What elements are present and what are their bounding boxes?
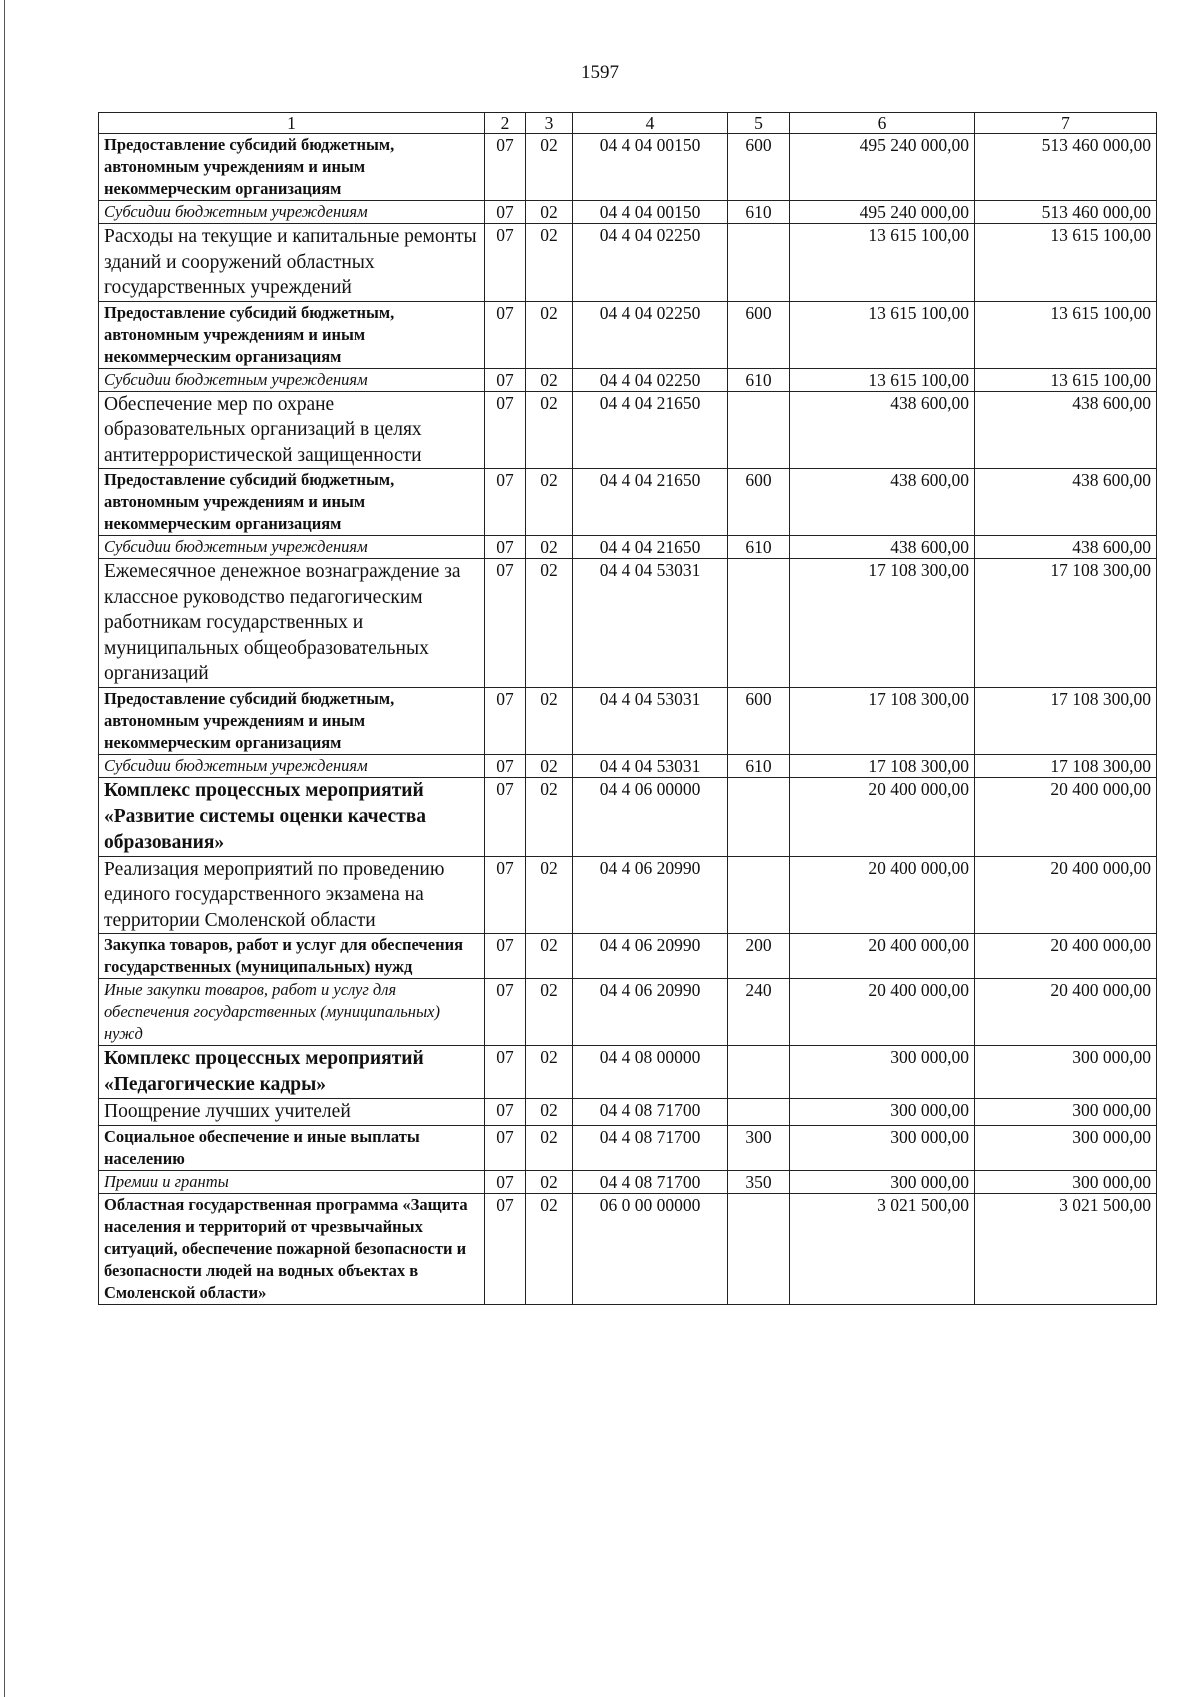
expense-item-name: Субсидии бюджетным учреждениям	[99, 201, 485, 224]
expense-item-name: Ежемесячное денежное вознаграждение за классное руководство педагогическим работникам государственных и муниципальных общеобразовательных организаций	[99, 559, 485, 688]
target-article-code: 04 4 04 00150	[573, 201, 728, 224]
section-code: 07	[485, 224, 526, 302]
expense-type-code: 610	[728, 201, 790, 224]
amount-year-1: 438 600,00	[790, 391, 975, 469]
amount-year-1: 20 400 000,00	[790, 856, 975, 934]
table-row	[99, 754, 1157, 777]
section-code: 07	[485, 134, 526, 201]
amount-year-1: 300 000,00	[790, 1046, 975, 1099]
subsection-code: 02	[526, 1046, 573, 1099]
amount-year-2: 300 000,00	[975, 1099, 1157, 1126]
subsection-code: 02	[526, 134, 573, 201]
amount-year-2: 513 460 000,00	[975, 134, 1157, 201]
section-code: 07	[485, 1170, 526, 1193]
table-row	[99, 856, 1157, 934]
section-code: 07	[485, 856, 526, 934]
page-number: 1597	[581, 62, 619, 83]
amount-year-1: 13 615 100,00	[790, 368, 975, 391]
expense-item-name: Иные закупки товаров, работ и услуг для обеспечения государственных (муниципальных) нужд	[99, 979, 485, 1046]
table-row	[99, 1099, 1157, 1126]
table-row	[99, 777, 1157, 856]
table-row	[99, 979, 1157, 1046]
amount-year-1: 17 108 300,00	[790, 754, 975, 777]
subsection-code: 02	[526, 201, 573, 224]
expense-type-code: 600	[728, 134, 790, 201]
amount-year-1: 495 240 000,00	[790, 134, 975, 201]
scan-margin-line	[4, 0, 5, 1697]
section-code: 07	[485, 1046, 526, 1099]
amount-year-1: 17 108 300,00	[790, 559, 975, 688]
expense-item-name: Реализация мероприятий по проведению единого государственного экзамена на территории Смоленской области	[99, 856, 485, 934]
subsection-code: 02	[526, 368, 573, 391]
amount-year-2: 438 600,00	[975, 469, 1157, 536]
amount-year-2: 438 600,00	[975, 391, 1157, 469]
target-article-code: 06 0 00 00000	[573, 1193, 728, 1304]
expense-item-name: Обеспечение мер по охране образовательных организаций в целях антитеррористической защищенности	[99, 391, 485, 469]
expense-item-name: Поощрение лучших учителей	[99, 1099, 485, 1126]
subsection-code: 02	[526, 1125, 573, 1170]
table-row	[99, 1193, 1157, 1304]
target-article-code: 04 4 08 71700	[573, 1170, 728, 1193]
expense-item-name: Субсидии бюджетным учреждениям	[99, 536, 485, 559]
subsection-code: 02	[526, 1170, 573, 1193]
expense-type-code: 240	[728, 979, 790, 1046]
table-row	[99, 301, 1157, 368]
target-article-code: 04 4 04 21650	[573, 469, 728, 536]
target-article-code: 04 4 04 00150	[573, 134, 728, 201]
section-code: 07	[485, 934, 526, 979]
expense-type-code	[728, 856, 790, 934]
expense-item-name: Предоставление субсидий бюджетным, автономным учреждениям и иным некоммерческим организациям	[99, 301, 485, 368]
table-row	[99, 1125, 1157, 1170]
amount-year-2: 3 021 500,00	[975, 1193, 1157, 1304]
expense-item-name: Субсидии бюджетным учреждениям	[99, 368, 485, 391]
amount-year-2: 13 615 100,00	[975, 224, 1157, 302]
table-row	[99, 1170, 1157, 1193]
amount-year-2: 13 615 100,00	[975, 368, 1157, 391]
subsection-code: 02	[526, 559, 573, 688]
expense-type-code: 200	[728, 934, 790, 979]
expense-type-code: 600	[728, 469, 790, 536]
expense-type-code: 600	[728, 301, 790, 368]
section-code: 07	[485, 469, 526, 536]
table-row	[99, 536, 1157, 559]
expense-type-code	[728, 391, 790, 469]
expense-item-name: Комплекс процессных мероприятий «Развитие системы оценки качества образования»	[99, 777, 485, 856]
target-article-code: 04 4 06 20990	[573, 934, 728, 979]
amount-year-1: 300 000,00	[790, 1099, 975, 1126]
expense-type-code	[728, 559, 790, 688]
section-code: 07	[485, 1193, 526, 1304]
expense-type-code: 610	[728, 536, 790, 559]
expense-type-code: 610	[728, 754, 790, 777]
expense-item-name: Областная государственная программа «Защита населения и территорий от чрезвычайных ситуаций, обеспечение пожарной безопасности и безопасности людей на водных объектах в Смоленской области»	[99, 1193, 485, 1304]
table-row	[99, 201, 1157, 224]
subsection-code: 02	[526, 687, 573, 754]
target-article-code: 04 4 04 02250	[573, 301, 728, 368]
amount-year-1: 438 600,00	[790, 536, 975, 559]
column-number: 2	[485, 113, 526, 134]
amount-year-2: 17 108 300,00	[975, 559, 1157, 688]
column-number-row	[99, 113, 1157, 134]
table-row	[99, 134, 1157, 201]
subsection-code: 02	[526, 536, 573, 559]
amount-year-2: 13 615 100,00	[975, 301, 1157, 368]
target-article-code: 04 4 04 02250	[573, 368, 728, 391]
expense-item-name: Расходы на текущие и капитальные ремонты зданий и сооружений областных государственных учреждений	[99, 224, 485, 302]
table-row	[99, 559, 1157, 688]
expense-type-code	[728, 1046, 790, 1099]
table-row	[99, 391, 1157, 469]
section-code: 07	[485, 201, 526, 224]
target-article-code: 04 4 06 00000	[573, 777, 728, 856]
expense-item-name: Предоставление субсидий бюджетным, автономным учреждениям и иным некоммерческим организациям	[99, 687, 485, 754]
amount-year-1: 300 000,00	[790, 1170, 975, 1193]
subsection-code: 02	[526, 224, 573, 302]
amount-year-1: 20 400 000,00	[790, 979, 975, 1046]
amount-year-1: 300 000,00	[790, 1125, 975, 1170]
amount-year-1: 3 021 500,00	[790, 1193, 975, 1304]
section-code: 07	[485, 777, 526, 856]
budget-table	[98, 112, 1157, 1305]
expense-type-code	[728, 777, 790, 856]
section-code: 07	[485, 754, 526, 777]
amount-year-1: 13 615 100,00	[790, 224, 975, 302]
target-article-code: 04 4 04 02250	[573, 224, 728, 302]
subsection-code: 02	[526, 934, 573, 979]
column-number: 5	[728, 113, 790, 134]
subsection-code: 02	[526, 754, 573, 777]
expense-item-name: Предоставление субсидий бюджетным, автономным учреждениям и иным некоммерческим организациям	[99, 469, 485, 536]
section-code: 07	[485, 687, 526, 754]
target-article-code: 04 4 04 53031	[573, 687, 728, 754]
subsection-code: 02	[526, 979, 573, 1046]
section-code: 07	[485, 559, 526, 688]
expense-item-name: Комплекс процессных мероприятий «Педагогические кадры»	[99, 1046, 485, 1099]
subsection-code: 02	[526, 301, 573, 368]
expense-type-code: 610	[728, 368, 790, 391]
expense-item-name: Закупка товаров, работ и услуг для обеспечения государственных (муниципальных) нужд	[99, 934, 485, 979]
section-code: 07	[485, 1125, 526, 1170]
amount-year-1: 17 108 300,00	[790, 687, 975, 754]
target-article-code: 04 4 08 71700	[573, 1099, 728, 1126]
table-row	[99, 1046, 1157, 1099]
target-article-code: 04 4 06 20990	[573, 856, 728, 934]
amount-year-2: 513 460 000,00	[975, 201, 1157, 224]
amount-year-2: 20 400 000,00	[975, 856, 1157, 934]
subsection-code: 02	[526, 856, 573, 934]
target-article-code: 04 4 04 21650	[573, 391, 728, 469]
amount-year-1: 438 600,00	[790, 469, 975, 536]
section-code: 07	[485, 391, 526, 469]
expense-type-code	[728, 1193, 790, 1304]
amount-year-2: 438 600,00	[975, 536, 1157, 559]
table-row	[99, 469, 1157, 536]
expense-item-name: Предоставление субсидий бюджетным, автономным учреждениям и иным некоммерческим организациям	[99, 134, 485, 201]
amount-year-2: 300 000,00	[975, 1046, 1157, 1099]
amount-year-1: 13 615 100,00	[790, 301, 975, 368]
amount-year-2: 17 108 300,00	[975, 754, 1157, 777]
amount-year-2: 300 000,00	[975, 1125, 1157, 1170]
subsection-code: 02	[526, 1099, 573, 1126]
section-code: 07	[485, 368, 526, 391]
expense-type-code: 600	[728, 687, 790, 754]
amount-year-1: 20 400 000,00	[790, 934, 975, 979]
amount-year-1: 20 400 000,00	[790, 777, 975, 856]
column-number: 6	[790, 113, 975, 134]
table-row	[99, 687, 1157, 754]
target-article-code: 04 4 08 71700	[573, 1125, 728, 1170]
section-code: 07	[485, 1099, 526, 1126]
subsection-code: 02	[526, 469, 573, 536]
subsection-code: 02	[526, 391, 573, 469]
table-row	[99, 224, 1157, 302]
target-article-code: 04 4 06 20990	[573, 979, 728, 1046]
target-article-code: 04 4 04 53031	[573, 559, 728, 688]
section-code: 07	[485, 301, 526, 368]
subsection-code: 02	[526, 777, 573, 856]
section-code: 07	[485, 536, 526, 559]
expense-type-code	[728, 1099, 790, 1126]
subsection-code: 02	[526, 1193, 573, 1304]
amount-year-2: 20 400 000,00	[975, 979, 1157, 1046]
column-number: 1	[99, 113, 485, 134]
amount-year-2: 20 400 000,00	[975, 934, 1157, 979]
column-number: 4	[573, 113, 728, 134]
table-row	[99, 368, 1157, 391]
amount-year-2: 300 000,00	[975, 1170, 1157, 1193]
expense-type-code	[728, 224, 790, 302]
column-number: 7	[975, 113, 1157, 134]
target-article-code: 04 4 04 53031	[573, 754, 728, 777]
expense-item-name: Премии и гранты	[99, 1170, 485, 1193]
target-article-code: 04 4 08 00000	[573, 1046, 728, 1099]
amount-year-2: 20 400 000,00	[975, 777, 1157, 856]
expense-item-name: Социальное обеспечение и иные выплаты населению	[99, 1125, 485, 1170]
column-number: 3	[526, 113, 573, 134]
section-code: 07	[485, 979, 526, 1046]
amount-year-1: 495 240 000,00	[790, 201, 975, 224]
amount-year-2: 17 108 300,00	[975, 687, 1157, 754]
expense-item-name: Субсидии бюджетным учреждениям	[99, 754, 485, 777]
target-article-code: 04 4 04 21650	[573, 536, 728, 559]
table-row	[99, 934, 1157, 979]
expense-type-code: 350	[728, 1170, 790, 1193]
expense-type-code: 300	[728, 1125, 790, 1170]
